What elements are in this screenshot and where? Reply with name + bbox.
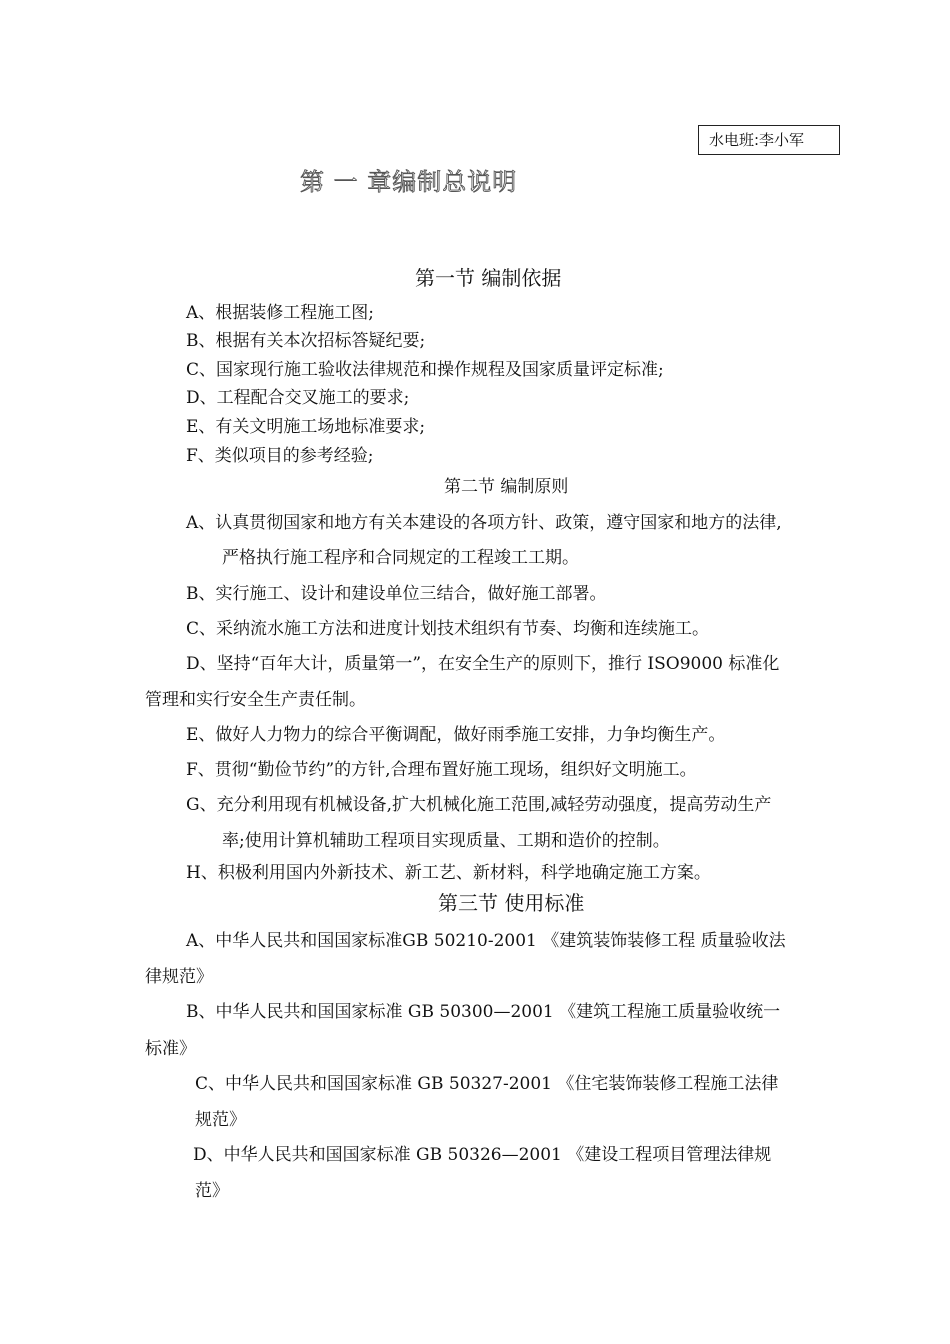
section-1-item: A、根据装修工程施工图; <box>186 303 375 323</box>
section-2-item: C、采纳流水施工方法和进度计划技术组织有节奏、均衡和连续施工。 <box>186 619 710 639</box>
team-label-box: 水电班:李小军 <box>698 125 840 155</box>
section-3-item: 范》 <box>195 1181 229 1201</box>
section-2-title: 第二节 编制原则 <box>444 477 569 497</box>
section-2-item: E、做好人力物力的综合平衡调配，做好雨季施工安排，力争均衡生产。 <box>186 725 726 745</box>
section-1-item: D、工程配合交叉施工的要求; <box>186 388 410 408</box>
section-1-title: 第一节 编制依据 <box>415 266 562 290</box>
section-3-item: B、中华人民共和国国家标准 GB 50300—2001 《建筑工程施工质量验收统一 <box>186 1002 781 1022</box>
section-2-item: 管理和实行安全生产责任制。 <box>145 690 366 710</box>
section-3-item: 标准》 <box>145 1039 196 1059</box>
section-2-item: D、坚持“百年大计，质量第一”，在安全生产的原则下，推行 ISO9000 标准化 <box>186 654 780 674</box>
chapter-title: 第 一 章编制总说明 <box>300 168 518 196</box>
section-3-title: 第三节 使用标准 <box>438 891 585 915</box>
section-2-item: G、充分利用现有机械设备,扩大机械化施工范围,减轻劳动强度，提高劳动生产 <box>186 795 772 815</box>
section-2-item: 严格执行施工程序和合同规定的工程竣工工期。 <box>222 548 579 568</box>
section-3-item: C、中华人民共和国国家标准 GB 50327-2001 《住宅装饰装修工程施工法律 <box>195 1074 779 1094</box>
section-3-item: 规范》 <box>195 1110 246 1130</box>
section-3-item: D、中华人民共和国国家标准 GB 50326—2001 《建设工程项目管理法律规 <box>193 1145 772 1165</box>
section-2-item: 率;使用计算机辅助工程项目实现质量、工期和造价的控制。 <box>222 831 670 851</box>
section-2-item: H、积极利用国内外新技术、新工艺、新材料，科学地确定施工方案。 <box>186 863 711 883</box>
section-3-item: A、中华人民共和国国家标准GB 50210-2001 《建筑装饰装修工程 质量验收法 <box>186 931 786 951</box>
section-1-item: C、国家现行施工验收法律规范和操作规程及国家质量评定标准; <box>186 360 664 380</box>
section-3-item: 律规范》 <box>145 967 213 987</box>
section-2-item: F、贯彻“勤俭节约”的方针,合理布置好施工现场，组织好文明施工。 <box>186 760 697 780</box>
section-2-item: B、实行施工、设计和建设单位三结合，做好施工部署。 <box>186 584 607 604</box>
section-2-item: A、认真贯彻国家和地方有关本建设的各项方针、政策，遵守国家和地方的法律, <box>186 513 782 533</box>
section-1-item: F、类似项目的参考经验; <box>186 446 374 466</box>
section-1-item: E、有关文明施工场地标准要求; <box>186 417 426 437</box>
section-1-item: B、根据有关本次招标答疑纪要; <box>186 331 426 351</box>
